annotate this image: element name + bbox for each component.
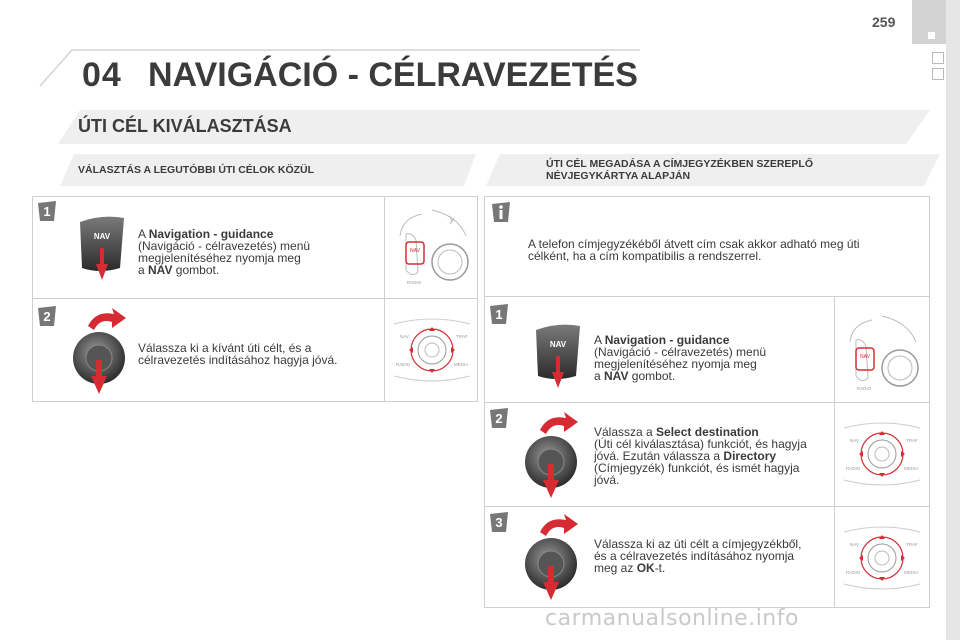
svg-text:2: 2 xyxy=(495,411,503,426)
chapter-number: 04 xyxy=(82,56,122,94)
panel-radio-label: RADIO xyxy=(406,280,422,285)
divider xyxy=(834,296,835,608)
rotary-knob-icon xyxy=(518,410,584,500)
right-heading-line-2: NÉVJEGYKÁRTYA ALAPJÁN xyxy=(546,170,691,182)
panel-radio-label: RADIO xyxy=(856,386,872,391)
tab-marker xyxy=(932,68,944,80)
control-panel-illustration xyxy=(390,314,474,384)
page-number: 259 xyxy=(872,14,896,30)
step-text: -t. xyxy=(654,561,666,575)
panel-nav-label: NAV xyxy=(410,248,420,254)
rotary-knob-icon xyxy=(518,512,584,602)
step-text: Select destination xyxy=(656,425,759,439)
panel-nav-label: NAV xyxy=(400,334,409,339)
step-text: megjelenítéséhez nyomja meg xyxy=(138,251,301,265)
panel-nav-label: NAV xyxy=(860,354,870,360)
step-text: Directory xyxy=(723,449,777,463)
svg-text:2: 2 xyxy=(43,309,51,324)
panel-traf-label: TRAF xyxy=(906,542,918,547)
panel-media-label: MEDIA xyxy=(904,466,919,471)
nav-button-icon xyxy=(530,320,586,390)
step-text: Válassza a xyxy=(594,425,657,439)
left-heading: VÁLASZTÁS A LEGUTÓBBI ÚTI CÉLOK KÖZÜL xyxy=(78,164,315,176)
step-text: A xyxy=(138,227,149,241)
step-text: (Címjegyzék) funkciót, és ismét hagyja xyxy=(594,461,800,475)
info-text: A telefon címjegyzékéből átvett cím csak akkor adható meg úti xyxy=(528,237,860,251)
control-panel-illustration xyxy=(840,418,924,488)
step-text: megjelenítéséhez nyomja meg xyxy=(594,357,757,371)
svg-text:3: 3 xyxy=(495,515,503,530)
tab-marker xyxy=(932,52,944,64)
divider xyxy=(484,296,930,297)
panel-radio-label: RADIO xyxy=(396,362,411,367)
dashboard-panel-illustration xyxy=(392,206,472,292)
panel-radio-label: RADIO xyxy=(846,466,861,471)
panel-traf-label: TRAF xyxy=(906,438,918,443)
panel-media-label: MEDIA xyxy=(454,362,469,367)
step-text: Válassza ki az úti célt a címjegyzékből, xyxy=(594,537,802,551)
nav-button-icon xyxy=(74,212,130,282)
panel-nav-label: NAV xyxy=(850,542,859,547)
step-text: meg az xyxy=(594,561,637,575)
page-corner-tab xyxy=(912,0,946,44)
divider xyxy=(32,298,478,299)
panel-media-label: MEDIA xyxy=(904,570,919,575)
panel-radio-label: RADIO xyxy=(846,570,861,575)
step-text: gombot. xyxy=(628,369,676,383)
rotary-knob-icon xyxy=(66,306,132,396)
step-1-badge xyxy=(36,199,58,223)
right-heading-line-1: ÚTI CÉL MEGADÁSA A CÍMJEGYZÉKBEN SZEREPLŐ xyxy=(546,158,813,170)
step-text: Navigation - guidance xyxy=(604,333,730,347)
step-text: NAV xyxy=(148,263,173,277)
step-text: gombot. xyxy=(172,263,220,277)
divider xyxy=(384,196,385,402)
step-text: (Úti cél kiválasztása) funkciót, és hagyja xyxy=(594,437,807,451)
step-2-badge xyxy=(488,406,510,430)
step-text: a xyxy=(138,263,149,277)
panel-nav-label: NAV xyxy=(850,438,859,443)
nav-button-label: NAV xyxy=(93,232,111,241)
step-1-badge xyxy=(488,302,510,326)
step-text: a xyxy=(594,369,605,383)
divider xyxy=(484,506,930,507)
chapter-title: NAVIGÁCIÓ - CÉLRAVEZETÉS xyxy=(148,56,638,94)
step-text: NAV xyxy=(604,369,629,383)
step-text: (Navigáció - célravezetés) menü xyxy=(138,239,311,253)
watermark: carmanualsonline.info xyxy=(545,606,799,631)
svg-text:1: 1 xyxy=(495,307,503,322)
step-text: jóvá. Ezután válassza a xyxy=(594,449,724,463)
step-text: OK xyxy=(636,561,655,575)
divider xyxy=(484,402,930,403)
dashboard-panel-illustration xyxy=(842,312,922,398)
step-text: A xyxy=(594,333,605,347)
step-text: (Navigáció - célravezetés) menü xyxy=(594,345,767,359)
step-text: Navigation - guidance xyxy=(148,227,274,241)
step-2-badge xyxy=(36,304,58,328)
step-text: Válassza ki a kívánt úti célt, és a xyxy=(138,341,312,355)
svg-text:1: 1 xyxy=(43,204,51,219)
info-text: célként, ha a cím kompatibilis a rendszerrel. xyxy=(528,249,762,263)
info-icon xyxy=(490,200,512,224)
step-3-badge xyxy=(488,510,510,534)
panel-traf-label: TRAF xyxy=(456,334,468,339)
step-text: célravezetés indításához hagyja jóvá. xyxy=(138,353,338,367)
control-panel-illustration xyxy=(840,522,924,592)
step-text: jóvá. xyxy=(594,473,620,487)
page-side-strip xyxy=(946,0,960,640)
nav-button-label: NAV xyxy=(549,340,567,349)
section-title: ÚTI CÉL KIVÁLASZTÁSA xyxy=(78,116,292,136)
step-text: és a célravezetés indításához nyomja xyxy=(594,549,795,563)
